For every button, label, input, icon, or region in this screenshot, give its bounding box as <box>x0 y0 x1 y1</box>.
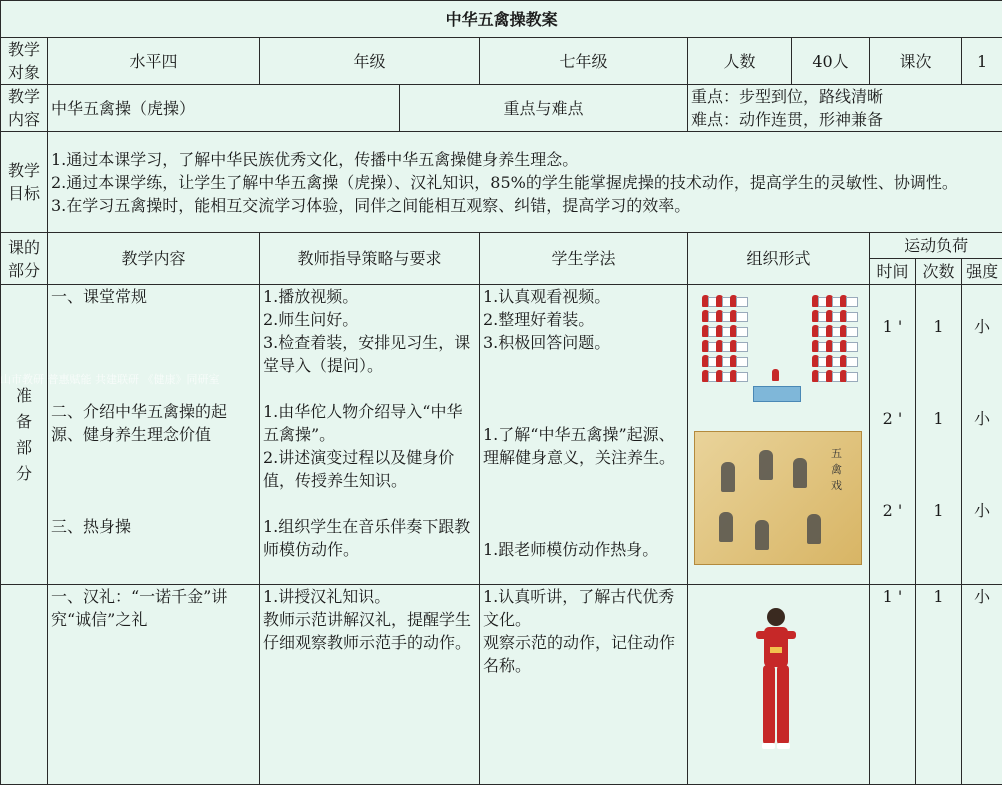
header-load: 运动负荷 <box>870 233 1002 259</box>
seat-marker <box>846 357 858 367</box>
basic-student-1: 1.认真听讲，了解古代优秀文化。 <box>483 585 684 631</box>
prep-times-2: 1 <box>919 407 958 430</box>
basic-teacher <box>260 585 480 785</box>
prep-teacher <box>260 285 480 585</box>
header-teacher: 教师指导策略与要求 <box>260 233 480 285</box>
content-label: 教学内容 <box>1 85 48 132</box>
count-label: 人数 <box>688 38 792 85</box>
header-part: 课的部分 <box>1 233 48 285</box>
prep-student-1: 1.认真观看视频。 <box>483 285 684 308</box>
prep-teacher-5: 2.讲述演变过程以及健身价值，传授养生知识。 <box>263 446 476 492</box>
teacher-board <box>753 386 801 402</box>
seat-marker <box>846 312 858 322</box>
prep-part-text: 准备部分 <box>14 383 34 487</box>
prep-times <box>916 285 962 585</box>
basic-student <box>480 585 688 785</box>
prep-student-5: 1.跟老师模仿动作热身。 <box>483 538 684 561</box>
prep-teacher-3: 3.检查着装，安排见习生，课堂导入（提问）。 <box>263 331 476 377</box>
difficulty-text: 难点：动作连贯，形神兼备 <box>691 108 999 131</box>
basic-time: 1 ' <box>870 585 916 785</box>
seat-marker <box>736 357 748 367</box>
seat-marker <box>846 327 858 337</box>
prep-content-1: 一、课堂常规 <box>51 285 256 308</box>
prep-teacher-4: 1.由华佗人物介绍导入“中华五禽操”。 <box>263 400 476 446</box>
header-intensity: 强度 <box>962 259 1002 285</box>
basic-times: 1 <box>916 585 962 785</box>
lesson-label: 课次 <box>870 38 962 85</box>
scroll-caption: 五禽戏 <box>831 446 845 494</box>
prep-int-3: 小 <box>965 499 999 522</box>
basic-content-1: 一、汉礼：“一诺千金”讲究“诚信”之礼 <box>51 585 256 631</box>
seat-marker <box>846 372 858 382</box>
prep-int-2: 小 <box>965 407 999 430</box>
seat-marker <box>846 297 858 307</box>
goal-label: 教学目标 <box>1 132 48 233</box>
header-org: 组织形式 <box>688 233 870 285</box>
header-content: 教学内容 <box>48 233 260 285</box>
prep-content <box>48 285 260 585</box>
basic-intensity: 小 <box>962 585 1002 785</box>
seat-marker <box>736 297 748 307</box>
grade-label: 年级 <box>260 38 480 85</box>
prep-intensity <box>962 285 1002 585</box>
focus-label: 重点与难点 <box>400 85 688 132</box>
basic-teacher-1: 1.讲授汉礼知识。 <box>263 585 476 608</box>
level-value: 水平四 <box>48 38 260 85</box>
prep-time-1: 1 ' <box>873 315 912 338</box>
prep-student-3: 3.积极回答问题。 <box>483 331 684 354</box>
prep-teacher-2: 2.师生问好。 <box>263 308 476 331</box>
teacher-demo-image <box>746 603 806 763</box>
prep-time-3: 2 ' <box>873 499 912 522</box>
prep-student-4: 1.了解“中华五禽操”起源、理解健身意义，关注养生。 <box>483 423 684 469</box>
header-time: 时间 <box>870 259 916 285</box>
basic-teacher-2: 教师示范讲解汉礼，提醒学生仔细观察教师示范手的动作。 <box>263 608 476 654</box>
prep-time <box>870 285 916 585</box>
header-times: 次数 <box>916 259 962 285</box>
watermark-text: 山市教研 普惠赋能 共建联研 《健康》同研室 <box>0 371 220 387</box>
basic-org <box>688 585 870 785</box>
lesson-value: 1 <box>962 38 1002 85</box>
basic-content <box>48 585 260 785</box>
wuqinxi-scroll-image <box>694 431 862 565</box>
seat-marker <box>736 342 748 352</box>
focus-text: 重点：步型到位，路线清晰 <box>691 85 999 108</box>
prep-teacher-6: 1.组织学生在音乐伴奏下跟教师模仿动作。 <box>263 515 476 561</box>
prep-times-1: 1 <box>919 315 958 338</box>
goal-1: 1.通过本课学习，了解中华民族优秀文化，传播中华五禽操健身养生理念。 <box>51 148 999 171</box>
prep-part-label <box>1 285 48 585</box>
goal-2: 2.通过本课学练，让学生了解中华五禽操（虎操）、汉礼知识，85%的学生能掌握虎操的技术动作，提高学生的灵敏性、协调性。 <box>51 171 999 194</box>
grade-value: 七年级 <box>480 38 688 85</box>
seat-marker <box>736 312 748 322</box>
object-label: 教学对象 <box>1 38 48 85</box>
prep-org <box>688 285 870 585</box>
focus-difficulty <box>688 85 1002 132</box>
prep-content-2: 二、介绍中华五禽操的起源、健身养生理念价值 <box>51 400 256 446</box>
prep-int-1: 小 <box>965 315 999 338</box>
goal-3: 3.在学习五禽操时，能相互交流学习体验，同伴之间能相互观察、纠错，提高学习的效率。 <box>51 194 999 217</box>
header-student: 学生学法 <box>480 233 688 285</box>
prep-times-3: 1 <box>919 499 958 522</box>
goal-text <box>48 132 1002 233</box>
basic-part-label <box>1 585 48 785</box>
count-value: 40人 <box>792 38 870 85</box>
prep-student <box>480 285 688 585</box>
page-title: 中华五禽操教案 <box>1 1 1002 38</box>
seat-marker <box>736 327 748 337</box>
seat-marker <box>736 372 748 382</box>
teacher-marker <box>772 369 779 381</box>
prep-content-3: 三、热身操 <box>51 515 256 538</box>
content-value: 中华五禽操（虎操） <box>48 85 400 132</box>
prep-time-2: 2 ' <box>873 407 912 430</box>
prep-student-2: 2.整理好着装。 <box>483 308 684 331</box>
basic-student-2: 观察示范的动作，记住动作名称。 <box>483 631 684 677</box>
prep-teacher-1: 1.播放视频。 <box>263 285 476 308</box>
prep-org-pictures <box>688 285 869 575</box>
seat-marker <box>846 342 858 352</box>
